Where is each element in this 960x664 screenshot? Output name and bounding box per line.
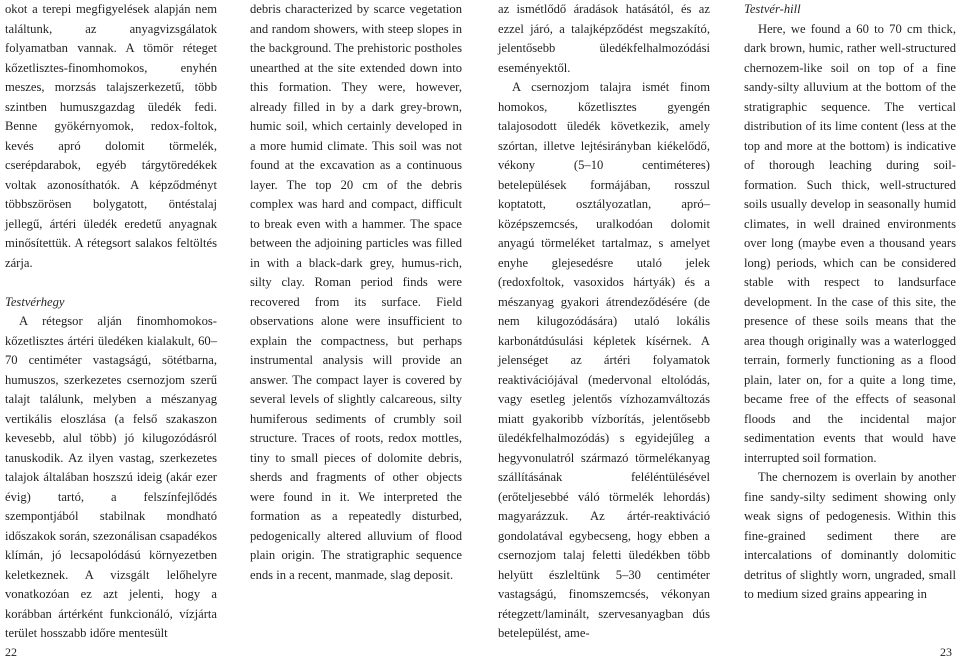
hu-paragraph-4: A csernozjom talajra ismét finom homokos, kőzetlisztes gyengén talajosodott üledék következik, amely szórtan, illetve lejtésirányban kiékelődő, vékony (5–10 centiméteres) betelepülések formájában, rosszul koptatott, osztályozatlan, apró–középszemcsés, uralkodóan dolomit anyagú törmeléket tartalmaz, s amelyet enyhe glejesedésre utaló jelek (redoxfoltok, vasoxidos hártyák) és a mészanyag gyakori átrendeződésére (de nem kilugozódására) utaló lokális karbonátdúsulási képletek kísérnek. A jelenséget az ártéri folyamatok reaktivációjával (medervonal eltolódás, vagy esetleg jelentős vízhozamváltozás miatt gyakoribb vízborítás, jelentősebb üledékfelhalmozódás) s egyidejűleg a hegyvonulatról származó törmelékanyag szállításának feléléntülésével (erőteljesebbé váló törmelék lehordás) magyarázzuk. Az ártér-reaktiváció gondolatával egybecseng, hogy ebben a csernozjom talaj feletti üledékben több helyütt észleltünk 5–30 centiméter vastagságú, finomszemcsés, vékonyan rétegzett/laminált, szervesanyagban dús betelepülést, ame- — [498, 80, 710, 640]
en-paragraph-2: Here, we found a 60 to 70 cm thick, dark brown, humic, rather well-structured chernozem-like soil on top of a fine sandy-silty alluvium at the bottom of the stratigraphic sequence. The vertical distribution of its lime content (less at the top and more at the bottom) is indicative of thorough leaching during soil-formation. Such thick, well-structured soils usually develop in seasonally humid climates, in well drained environments over long (maybe even a thousand years long) periods, which can be considered stable with respect to landsurface development. In the case of this site, the presence of these soils means that the area though originally was a waterlogged terrain, formerly functioning as a flood plain, later on, for a quite a long time, became free of the effects of seasonal floods and the incidental major sedimentation events that would have interrupted soil formation. — [744, 21, 956, 465]
en-paragraph-1: debris characterized by scarce vegetation and random showers, with steep slopes in the background. The prehistoric postholes unearthed at the site extended down into this formation. They were, however, already filled in by a dark grey-brown, humic soil, which certainly developed in a more humid climate. This soil was not found at the excavation as a continuous layer. The top 20 cm of the debris complex was hard and compact, difficult to break even with a hammer. The space between the adjoining particles was filled in with a black-dark grey, humus-rich, silty clay. Roman period finds were recovered from its surface. Field observations alone were insufficient to explain the compactness, but perhaps instrumental analysis will provide an answer. The compact layer is covered by several levels of slightly calcareous, silty humiferous sediments of crumbly soil structure. Traces of roots, redox mottles, tiny to small pieces of dolomite debris, sherds and fragments of other objects were found in it. We interpreted the formation as a repeatedly disturbed, pedogenically altered alluvium of flood plain origin. The stratigraphic sequence ends in a recent, manmade, slag deposit. — [250, 2, 462, 582]
left-column-1 — [5, 0, 217, 644]
hu-paragraph-1: okot a terepi megfigyelések alapján nem találtunk, az anyagvizsgálatok folyamatban vannak. A tömör réteget kőzetlisztes-finomhomokos, enyhén meszes, morzsás talajszerkezetű, több szintben humuszgazdag üledék fedi. Benne gyökérnyomok, redox-foltok, kevés apró dolomit törmelék, cserépdarabok, egyéb tárgytöredékek voltak azonosíthatók. A képződményt többszörösen bolygatott, öntéstalaj jellegű, ártéri üledék eredetű anyagnak minősítettük. A rétegsort salakos feltöltés zárja. — [5, 2, 217, 270]
right-column-1 — [498, 0, 710, 644]
right-column-2 — [744, 0, 956, 605]
hu-paragraph-2: A rétegsor alján finomhomokos-kőzetlisztes ártéri üledéken kialakult, 60–70 centiméter vastagságú, sötétbarna, humuszos, szerkezetes csernozjom szerű talajt találunk, melyben a mészanyag vertikális eloszlása (a felső szakaszon kevesebb, alul több) jó kilugozódásról tanuskodik. Az ilyen vastag, szerkezetes talajok általában hoszszú ideig (akár ezer évig) tartó, a felszínfejlődés szempontjából stabilnak mondható időszakok során, szezonálisan csapadékos klímán, jó lecsapolódású környezetben keletkeznek. A vizsgált lelőhelyre vonatkozóan ez azt jelenti, hogy a korábban ártérként funkcionáló, vízjárta terület hosszabb időre mentesült — [5, 314, 217, 640]
hu-paragraph-3: az ismétlődő áradások hatásától, és az ezzel járó, a talajképződést megszakító, jelentősebb üledékfelhalmozódási eseményektől. — [498, 2, 710, 75]
section-heading-testverhegy: Testvérhegy — [5, 294, 65, 309]
en-paragraph-3: The chernozem is overlain by another fine sandy-silty sediment showing only weak signs of pedogenesis. Within this fine-grained sediment there are intercalations of dominantly dolomitic detritus of slightly worn, ungraded, small to medium sized grains appearing in — [744, 470, 956, 601]
page-number-right: 23 — [940, 645, 952, 659]
left-column-2 — [250, 0, 462, 585]
section-heading-testver-hill: Testvér-hill — [744, 2, 801, 16]
page-number-left: 22 — [5, 645, 17, 659]
